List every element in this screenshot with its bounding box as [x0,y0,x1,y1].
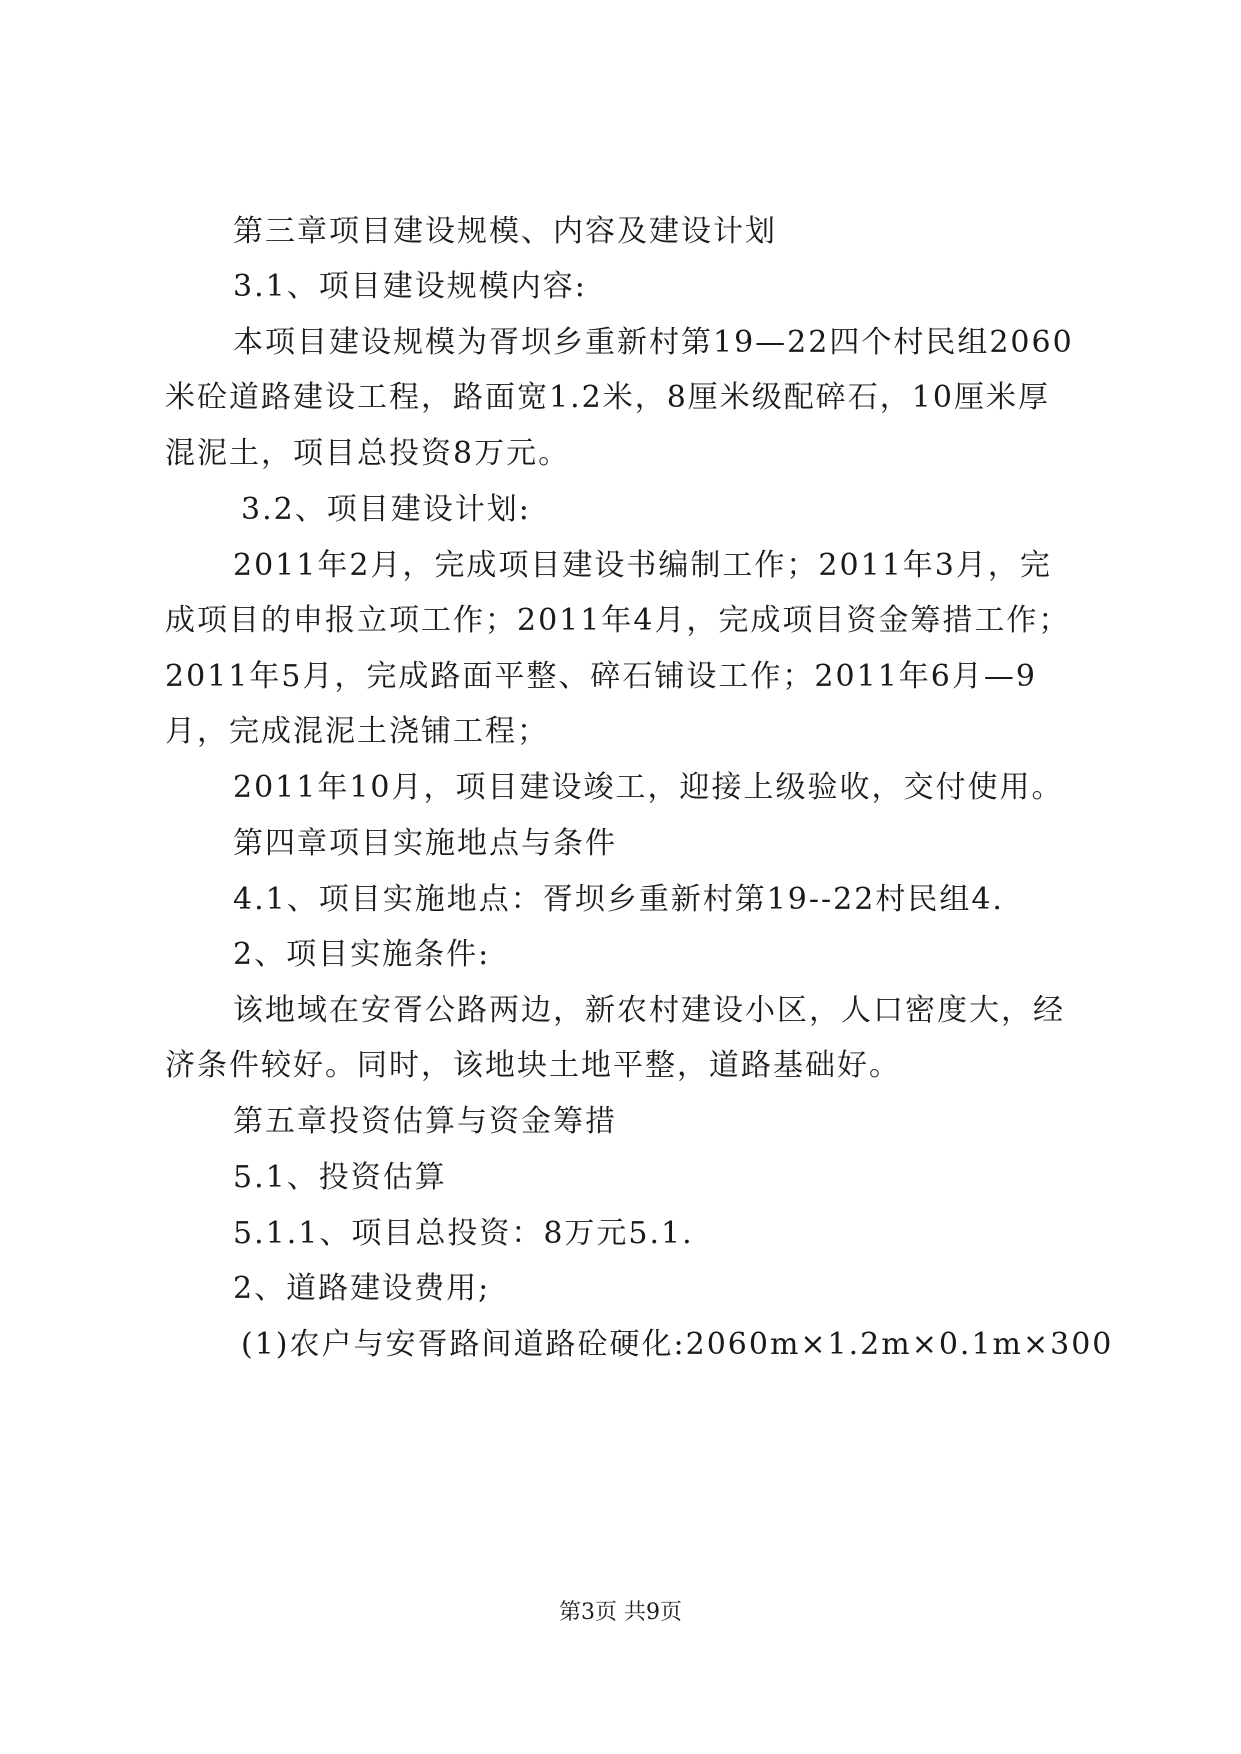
paragraph-line: 混泥土，项目总投资8万元。 [165,436,571,471]
paragraph-line: 成项目的申报立项工作；2011年4月，完成项目资金筹措工作； [165,603,1071,638]
paragraph-line: 该地域在安胥公路两边，新农村建设小区，人口密度大，经 [233,993,1065,1028]
paragraph-line: 2011年10月，项目建设竣工，迎接上级验收，交付使用。 [233,770,1064,805]
chapter-3-heading: 第三章项目建设规模、内容及建设计划 [233,214,777,249]
paragraph-line: 5.1.1、项目总投资：8万元5.1. [233,1216,694,1251]
section-3-1-heading: 3.1、项目建设规模内容: [233,269,587,304]
paragraph-line: 月，完成混泥土浇铺工程； [165,714,549,749]
section-3-2-heading: 3.2、项目建设计划: [241,492,531,527]
paragraph-line: 米砼道路建设工程，路面宽1.2米，8厘米级配碎石，10厘米厚 [165,380,1050,415]
paragraph-line: 2011年5月，完成路面平整、碎石铺设工作；2011年6月—9 [165,659,1037,694]
paragraph-line: 本项目建设规模为胥坝乡重新村第19—22四个村民组2060 [233,325,1074,360]
paragraph-line: 济条件较好。同时，该地块土地平整，道路基础好。 [165,1048,901,1083]
section-4-2-heading: 2、项目实施条件: [233,937,491,972]
page-number-footer: 第3页 共9页 [559,1600,682,1625]
paragraph-line: (1)农户与安胥路间道路砼硬化:2060m×1.2m×0.1m×300 [241,1327,1114,1362]
paragraph-line: 4.1、项目实施地点：胥坝乡重新村第19--22村民组4. [233,882,1004,917]
paragraph-line: 2011年2月，完成项目建设书编制工作；2011年3月，完 [233,548,1052,583]
chapter-5-heading: 第五章投资估算与资金筹措 [233,1104,617,1139]
paragraph-line: 2、道路建设费用; [233,1271,491,1306]
chapter-4-heading: 第四章项目实施地点与条件 [233,826,617,861]
section-5-1-heading: 5.1、投资估算 [233,1160,447,1195]
